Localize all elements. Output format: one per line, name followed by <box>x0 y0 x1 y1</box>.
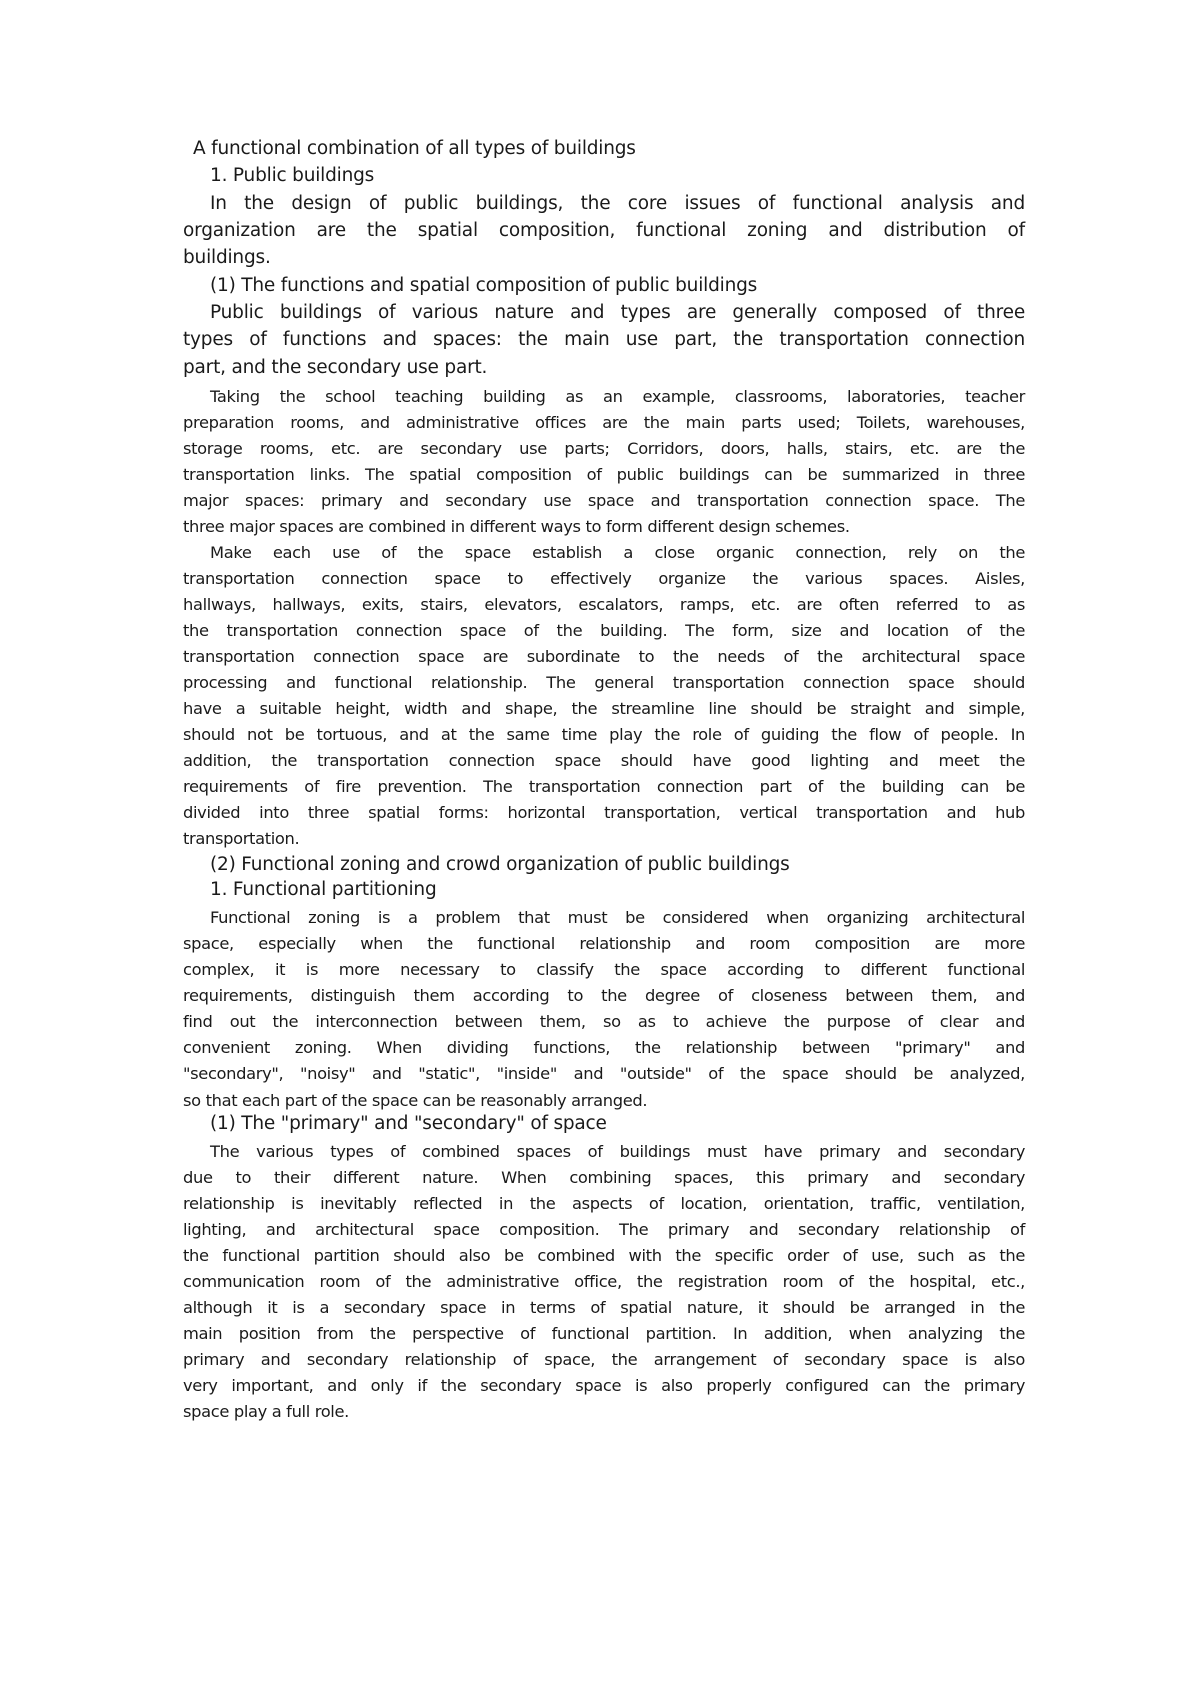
paragraph-line: main position from the perspective of functional partition. In addition, when analyzing the <box>183 1324 1025 1343</box>
paragraph-line: should not be tortuous, and at the same time play the role of guiding the flow of people. In <box>183 725 1025 744</box>
paragraph-line: the functional partition should also be combined with the specific order of use, such as the <box>183 1246 1025 1265</box>
paragraph-line: types of functions and spaces: the main use part, the transportation connection <box>183 329 1025 350</box>
paragraph-line: convenient zoning. When dividing functions, the relationship between "primary" and <box>183 1038 1025 1057</box>
paragraph-line: "secondary", "noisy" and "static", "inside" and "outside" of the space should be analyzed, <box>183 1064 1025 1083</box>
paragraph-line: Functional zoning is a problem that must be considered when organizing architectural <box>210 908 1025 927</box>
paragraph-line: Public buildings of various nature and types are generally composed of three <box>210 302 1025 323</box>
paragraph-line: Make each use of the space establish a close organic connection, rely on the <box>210 543 1025 562</box>
paragraph-line: transportation connection space to effectively organize the various spaces. Aisles, <box>183 569 1025 588</box>
paragraph-line: due to their different nature. When combining spaces, this primary and secondary <box>183 1168 1025 1187</box>
paragraph-line: relationship is inevitably reflected in the aspects of location, orientation, traffic, ventilation, <box>183 1194 1025 1213</box>
paragraph-line: transportation. <box>183 829 300 848</box>
paragraph-line: space play a full role. <box>183 1402 349 1421</box>
paragraph-line: the transportation connection space of the building. The form, size and location of the <box>183 621 1025 640</box>
paragraph-line: preparation rooms, and administrative offices are the main parts used; Toilets, warehouses, <box>183 413 1025 432</box>
section-heading: (2) Functional zoning and crowd organization of public buildings <box>210 854 790 875</box>
paragraph-line: buildings. <box>183 247 271 268</box>
paragraph-line: processing and functional relationship. The general transportation connection space should <box>183 673 1025 692</box>
paragraph-line: have a suitable height, width and shape, the streamline line should be straight and simple, <box>183 699 1025 718</box>
paragraph-line: complex, it is more necessary to classify the space according to different functional <box>183 960 1025 979</box>
paragraph-line: primary and secondary relationship of space, the arrangement of secondary space is also <box>183 1350 1025 1369</box>
paragraph-line: space, especially when the functional relationship and room composition are more <box>183 934 1025 953</box>
paragraph-line: part, and the secondary use part. <box>183 357 488 378</box>
paragraph-line: although it is a secondary space in terms of spatial nature, it should be arranged in the <box>183 1298 1025 1317</box>
paragraph-line: Taking the school teaching building as an example, classrooms, laboratories, teacher <box>210 387 1025 406</box>
section-heading: (1) The functions and spatial composition of public buildings <box>210 275 758 296</box>
paragraph-line: In the design of public buildings, the core issues of functional analysis and <box>210 193 1025 214</box>
paragraph-line: transportation connection space are subordinate to the needs of the architectural space <box>183 647 1025 666</box>
paragraph-line: requirements, distinguish them according to the degree of closeness between them, and <box>183 986 1025 1005</box>
paragraph-line: requirements of fire prevention. The transportation connection part of the building can be <box>183 777 1025 796</box>
paragraph-line: organization are the spatial composition, functional zoning and distribution of <box>183 220 1025 241</box>
paragraph-line: lighting, and architectural space composition. The primary and secondary relationship of <box>183 1220 1025 1239</box>
paragraph-line: very important, and only if the secondary space is also properly configured can the primary <box>183 1376 1025 1395</box>
section-heading: 1. Functional partitioning <box>210 879 437 900</box>
paragraph-line: communication room of the administrative office, the registration room of the hospital, etc., <box>183 1272 1025 1291</box>
document-title: A functional combination of all types of buildings <box>193 138 636 159</box>
paragraph-line: storage rooms, etc. are secondary use parts; Corridors, doors, halls, stairs, etc. are the <box>183 439 1025 458</box>
paragraph-line: The various types of combined spaces of buildings must have primary and secondary <box>210 1142 1025 1161</box>
paragraph-line: so that each part of the space can be reasonably arranged. <box>183 1091 648 1110</box>
paragraph-line: major spaces: primary and secondary use space and transportation connection space. The <box>183 491 1025 510</box>
paragraph-line: hallways, hallways, exits, stairs, elevators, escalators, ramps, etc. are often referred to as <box>183 595 1025 614</box>
paragraph-line: transportation links. The spatial composition of public buildings can be summarized in three <box>183 465 1025 484</box>
section-heading: (1) The "primary" and "secondary" of space <box>210 1113 607 1134</box>
paragraph-line: find out the interconnection between them, so as to achieve the purpose of clear and <box>183 1012 1025 1031</box>
section-heading: 1. Public buildings <box>210 165 375 186</box>
paragraph-line: addition, the transportation connection space should have good lighting and meet the <box>183 751 1025 770</box>
paragraph-line: divided into three spatial forms: horizontal transportation, vertical transportation and hub <box>183 803 1025 822</box>
paragraph-line: three major spaces are combined in different ways to form different design schemes. <box>183 517 850 536</box>
